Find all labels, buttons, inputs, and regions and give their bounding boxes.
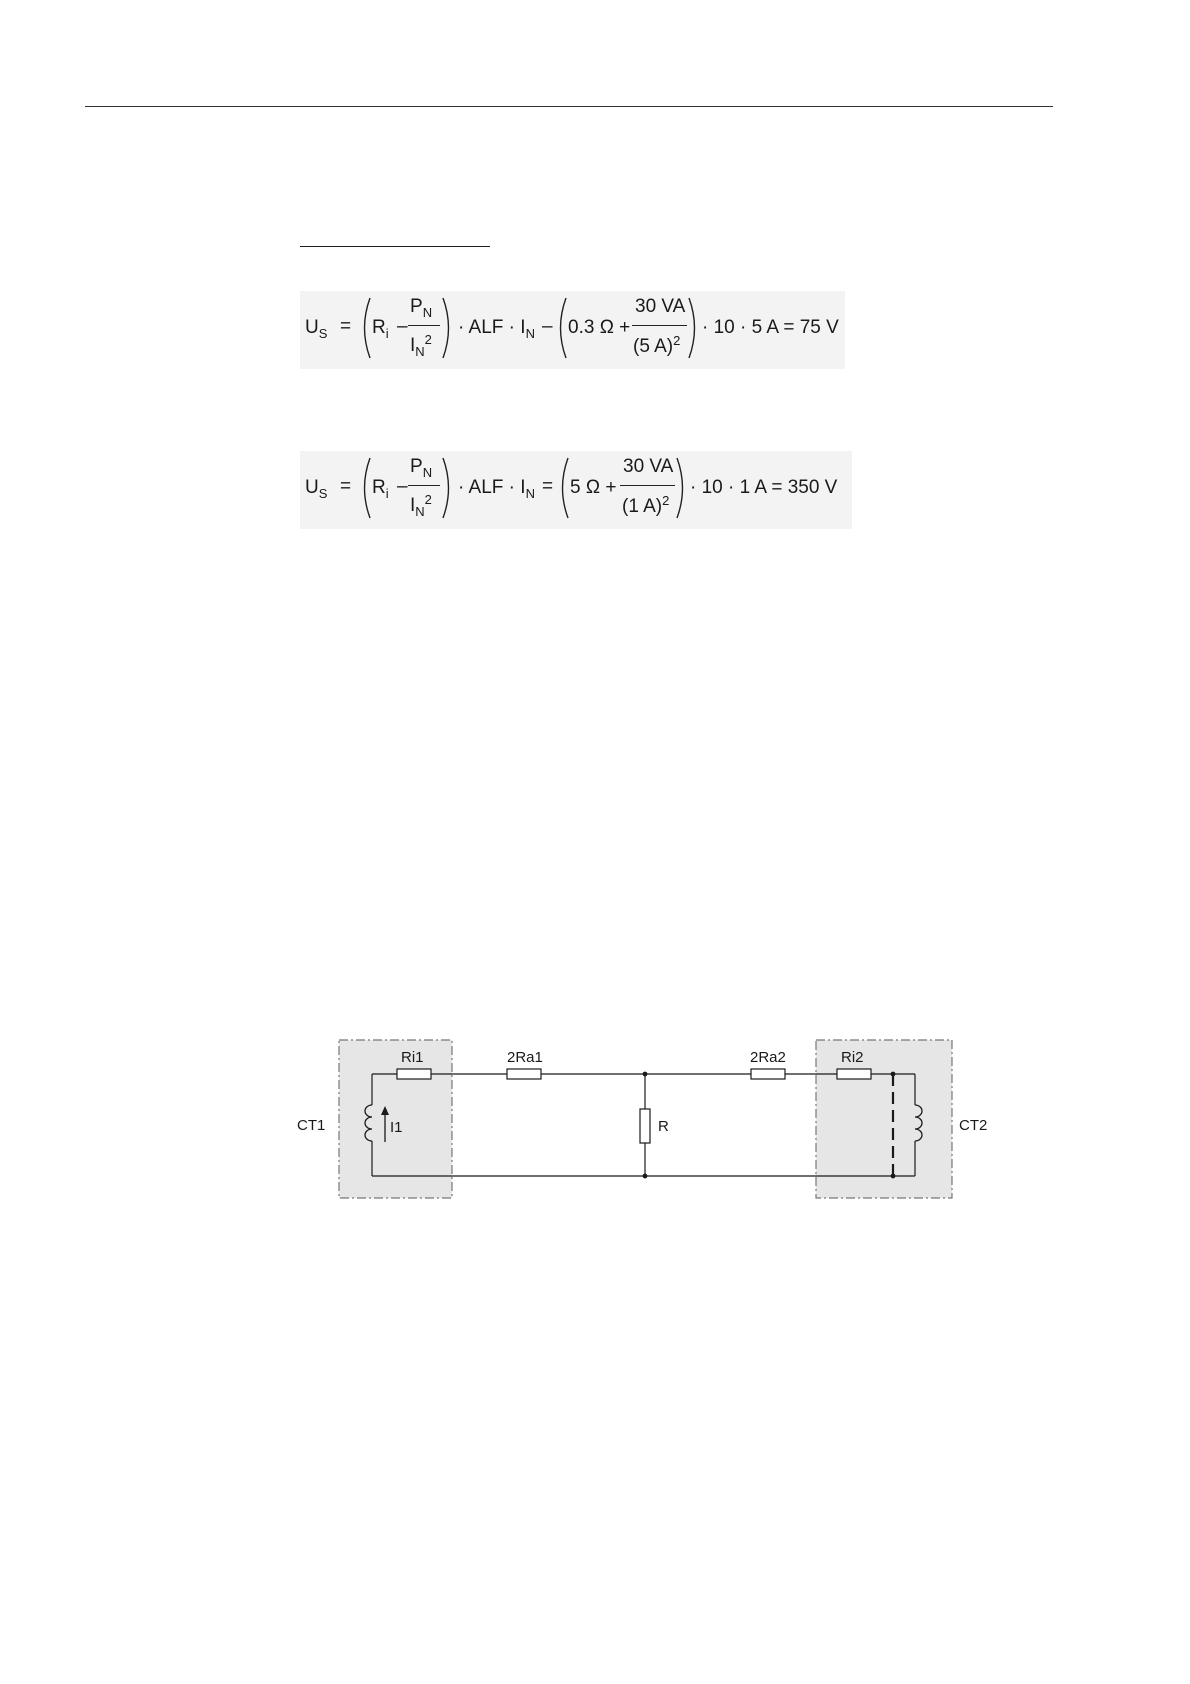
eq2-denominator: (1 A)$^2$: [622, 493, 670, 517]
eq1-right-paren-2: [687, 297, 701, 359]
eq1-minus-2: –: [542, 316, 553, 337]
eq2-numerator: 30 VA: [623, 456, 674, 477]
label-ri2: Ri2: [841, 1049, 864, 1066]
label-r: R: [658, 1118, 669, 1135]
eq2-in2: $I_N^2$: [410, 492, 432, 519]
eq2-ri: $R_i$: [372, 477, 389, 501]
eq2-frac-bar-2: [620, 485, 675, 486]
label-ri1: Ri1: [401, 1049, 424, 1066]
eq1-lhs: $U_S$: [305, 317, 328, 341]
eq2-result: · 10 · 1 A = 350 V: [690, 477, 838, 498]
eq2-left-paren-2: [556, 457, 570, 519]
junction-dot: [891, 1072, 896, 1077]
eq2-minus: –: [397, 476, 408, 497]
eq2-right-paren: [441, 457, 455, 519]
label-ct1: CT1: [297, 1117, 326, 1134]
label-ct2: CT2: [959, 1117, 988, 1134]
eq1-pn: $P_N$: [410, 296, 433, 320]
eq1-numerator: 30 VA: [635, 296, 686, 317]
section-underline: [300, 246, 490, 247]
resistor-ri1-icon: [397, 1069, 431, 1079]
eq1-equals: =: [340, 316, 352, 337]
ct2-box: [816, 1040, 952, 1198]
resistor-r-icon: [640, 1109, 650, 1143]
eq2-pn: $P_N$: [410, 456, 433, 480]
junction-dot: [643, 1174, 648, 1179]
equation-2: [300, 451, 852, 529]
eq1-right-paren: [441, 297, 455, 359]
label-2ra2: 2Ra2: [750, 1049, 786, 1066]
eq1-left-paren-2: [554, 297, 568, 359]
header-rule: [85, 106, 1053, 107]
eq2-right-paren-2: [675, 457, 689, 519]
eq1-left-paren: [358, 297, 372, 359]
eq2-frac-bar-1: [408, 485, 440, 486]
eq2-left-paren: [358, 457, 372, 519]
eq1-value-1: 0.3 Ω +: [568, 317, 631, 338]
label-i1: I1: [390, 1119, 403, 1136]
resistor-2ra2-icon: [751, 1069, 785, 1079]
junction-dot: [891, 1174, 896, 1179]
eq1-alf: · ALF · $I_N$: [458, 317, 535, 341]
eq1-frac-bar-1: [408, 325, 440, 326]
eq1-ri: $R_i$: [372, 317, 389, 341]
eq1-in2: $I_N^2$: [410, 332, 432, 359]
resistor-2ra1-icon: [507, 1069, 541, 1079]
eq2-equals-2: =: [542, 476, 554, 497]
label-2ra1: 2Ra1: [507, 1049, 543, 1066]
circuit-diagram: [295, 1030, 1010, 1205]
equation-1: [300, 291, 845, 369]
junction-dot: [643, 1072, 648, 1077]
eq1-denominator: (5 A)$^2$: [633, 333, 681, 357]
resistor-ri2-icon: [837, 1069, 871, 1079]
eq1-minus: –: [397, 316, 408, 337]
eq2-lhs: $U_S$: [305, 477, 328, 501]
eq2-equals: =: [340, 476, 352, 497]
eq1-result: · 10 · 5 A = 75 V: [702, 317, 839, 338]
eq2-alf: · ALF · $I_N$: [458, 477, 535, 501]
eq2-value-1: 5 Ω +: [570, 477, 617, 498]
eq1-frac-bar-2: [632, 325, 687, 326]
